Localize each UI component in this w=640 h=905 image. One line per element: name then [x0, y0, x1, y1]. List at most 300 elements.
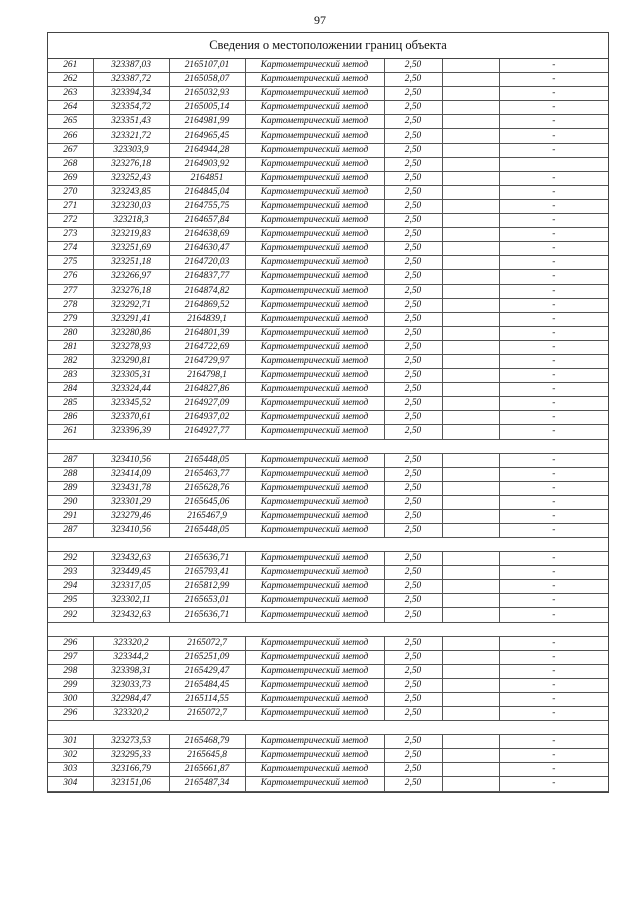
method-cell: Картометрический метод: [245, 270, 384, 284]
separator-cell: [48, 439, 608, 453]
note-cell: -: [499, 453, 608, 467]
y-coordinate-cell: 2165636,71: [169, 552, 245, 566]
x-coordinate-cell: 323320,2: [93, 707, 169, 721]
y-coordinate-cell: 2165645,8: [169, 749, 245, 763]
x-coordinate-cell: 323251,69: [93, 242, 169, 256]
y-coordinate-cell: 2165005,14: [169, 101, 245, 115]
coordinates-table: [48, 59, 608, 792]
method-cell: Картометрический метод: [245, 707, 384, 721]
method-cell: Картометрический метод: [245, 481, 384, 495]
extra-cell: [442, 270, 499, 284]
method-cell: Картометрический метод: [245, 580, 384, 594]
point-number-cell: 291: [48, 509, 93, 523]
table-row: [48, 59, 608, 73]
note-cell: -: [499, 552, 608, 566]
coordinates-table-body: [48, 59, 608, 791]
x-coordinate-cell: 323449,45: [93, 566, 169, 580]
x-coordinate-cell: 323410,56: [93, 453, 169, 467]
point-number-cell: 287: [48, 524, 93, 538]
method-cell: Картометрический метод: [245, 636, 384, 650]
y-coordinate-cell: 2164851: [169, 171, 245, 185]
point-number-cell: 278: [48, 298, 93, 312]
point-number-cell: 261: [48, 59, 93, 73]
accuracy-cell: 2,50: [384, 129, 442, 143]
y-coordinate-cell: 2164944,28: [169, 143, 245, 157]
point-number-cell: 302: [48, 749, 93, 763]
accuracy-cell: 2,50: [384, 524, 442, 538]
y-coordinate-cell: 2165072,7: [169, 636, 245, 650]
extra-cell: [442, 763, 499, 777]
method-cell: Картометрический метод: [245, 284, 384, 298]
note-cell: -: [499, 524, 608, 538]
point-number-cell: 295: [48, 594, 93, 608]
accuracy-cell: 2,50: [384, 763, 442, 777]
method-cell: Картометрический метод: [245, 678, 384, 692]
table-row: [48, 425, 608, 439]
point-number-cell: 286: [48, 411, 93, 425]
x-coordinate-cell: 323324,44: [93, 383, 169, 397]
note-cell: -: [499, 495, 608, 509]
note-cell: -: [499, 129, 608, 143]
point-number-cell: 294: [48, 580, 93, 594]
point-number-cell: 285: [48, 397, 93, 411]
note-cell: -: [499, 594, 608, 608]
accuracy-cell: 2,50: [384, 242, 442, 256]
point-number-cell: 261: [48, 425, 93, 439]
y-coordinate-cell: 2165487,34: [169, 777, 245, 791]
extra-cell: [442, 298, 499, 312]
accuracy-cell: 2,50: [384, 143, 442, 157]
accuracy-cell: 2,50: [384, 594, 442, 608]
method-cell: Картометрический метод: [245, 256, 384, 270]
method-cell: Картометрический метод: [245, 749, 384, 763]
group-separator-row: [48, 538, 608, 552]
table-row: [48, 650, 608, 664]
extra-cell: [442, 524, 499, 538]
x-coordinate-cell: 323387,72: [93, 73, 169, 87]
x-coordinate-cell: 323243,85: [93, 185, 169, 199]
method-cell: Картометрический метод: [245, 354, 384, 368]
x-coordinate-cell: 323410,56: [93, 524, 169, 538]
extra-cell: [442, 481, 499, 495]
x-coordinate-cell: 323431,78: [93, 481, 169, 495]
x-coordinate-cell: 323396,39: [93, 425, 169, 439]
accuracy-cell: 2,50: [384, 312, 442, 326]
x-coordinate-cell: 323295,33: [93, 749, 169, 763]
note-cell: -: [499, 397, 608, 411]
method-cell: Картометрический метод: [245, 369, 384, 383]
extra-cell: [442, 185, 499, 199]
table-row: [48, 397, 608, 411]
group-separator-row: [48, 439, 608, 453]
accuracy-cell: 2,50: [384, 354, 442, 368]
accuracy-cell: 2,50: [384, 115, 442, 129]
method-cell: Картометрический метод: [245, 298, 384, 312]
extra-cell: [442, 397, 499, 411]
accuracy-cell: 2,50: [384, 411, 442, 425]
accuracy-cell: 2,50: [384, 467, 442, 481]
point-number-cell: 292: [48, 608, 93, 622]
extra-cell: [442, 566, 499, 580]
note-cell: -: [499, 101, 608, 115]
point-number-cell: 266: [48, 129, 93, 143]
note-cell: -: [499, 707, 608, 721]
x-coordinate-cell: 323251,18: [93, 256, 169, 270]
method-cell: Картометрический метод: [245, 594, 384, 608]
method-cell: Картометрический метод: [245, 608, 384, 622]
accuracy-cell: 2,50: [384, 636, 442, 650]
method-cell: Картометрический метод: [245, 566, 384, 580]
extra-cell: [442, 87, 499, 101]
point-number-cell: 282: [48, 354, 93, 368]
table-row: [48, 101, 608, 115]
table-row: [48, 495, 608, 509]
table-row: [48, 298, 608, 312]
method-cell: Картометрический метод: [245, 242, 384, 256]
x-coordinate-cell: 323290,81: [93, 354, 169, 368]
accuracy-cell: 2,50: [384, 185, 442, 199]
x-coordinate-cell: 323394,34: [93, 87, 169, 101]
x-coordinate-cell: 323218,3: [93, 214, 169, 228]
point-number-cell: 304: [48, 777, 93, 791]
y-coordinate-cell: 2165058,07: [169, 73, 245, 87]
accuracy-cell: 2,50: [384, 566, 442, 580]
method-cell: Картометрический метод: [245, 383, 384, 397]
x-coordinate-cell: 323317,05: [93, 580, 169, 594]
accuracy-cell: 2,50: [384, 326, 442, 340]
x-coordinate-cell: 323302,11: [93, 594, 169, 608]
note-cell: -: [499, 143, 608, 157]
extra-cell: [442, 369, 499, 383]
point-number-cell: 273: [48, 228, 93, 242]
x-coordinate-cell: 323370,61: [93, 411, 169, 425]
note-cell: -: [499, 383, 608, 397]
point-number-cell: 270: [48, 185, 93, 199]
note-cell: -: [499, 256, 608, 270]
separator-cell: [48, 622, 608, 636]
x-coordinate-cell: 323278,93: [93, 340, 169, 354]
separator-cell: [48, 538, 608, 552]
table-row: [48, 312, 608, 326]
method-cell: Картометрический метод: [245, 763, 384, 777]
note-cell: -: [499, 411, 608, 425]
method-cell: Картометрический метод: [245, 228, 384, 242]
x-coordinate-cell: 323033,73: [93, 678, 169, 692]
accuracy-cell: 2,50: [384, 650, 442, 664]
method-cell: Картометрический метод: [245, 735, 384, 749]
extra-cell: [442, 749, 499, 763]
accuracy-cell: 2,50: [384, 453, 442, 467]
y-coordinate-cell: 2164801,39: [169, 326, 245, 340]
extra-cell: [442, 242, 499, 256]
accuracy-cell: 2,50: [384, 59, 442, 73]
extra-cell: [442, 228, 499, 242]
extra-cell: [442, 199, 499, 213]
extra-cell: [442, 580, 499, 594]
extra-cell: [442, 340, 499, 354]
note-cell: -: [499, 608, 608, 622]
y-coordinate-cell: 2165484,45: [169, 678, 245, 692]
table-row: [48, 256, 608, 270]
method-cell: Картометрический метод: [245, 326, 384, 340]
accuracy-cell: 2,50: [384, 777, 442, 791]
y-coordinate-cell: 2164927,77: [169, 425, 245, 439]
point-number-cell: 269: [48, 171, 93, 185]
accuracy-cell: 2,50: [384, 608, 442, 622]
method-cell: Картометрический метод: [245, 509, 384, 523]
y-coordinate-cell: 2164839,1: [169, 312, 245, 326]
note-cell: -: [499, 59, 608, 73]
table-row: [48, 383, 608, 397]
x-coordinate-cell: 323414,09: [93, 467, 169, 481]
extra-cell: [442, 256, 499, 270]
table-row: [48, 270, 608, 284]
extra-cell: [442, 650, 499, 664]
boundary-table-sheet: [47, 32, 609, 793]
table-row: [48, 326, 608, 340]
method-cell: Картометрический метод: [245, 73, 384, 87]
method-cell: Картометрический метод: [245, 214, 384, 228]
point-number-cell: 277: [48, 284, 93, 298]
note-cell: -: [499, 481, 608, 495]
y-coordinate-cell: 2165645,06: [169, 495, 245, 509]
y-coordinate-cell: 2164798,1: [169, 369, 245, 383]
note-cell: -: [499, 566, 608, 580]
accuracy-cell: 2,50: [384, 397, 442, 411]
extra-cell: [442, 664, 499, 678]
table-row: [48, 453, 608, 467]
note-cell: -: [499, 425, 608, 439]
x-coordinate-cell: 323276,18: [93, 284, 169, 298]
extra-cell: [442, 509, 499, 523]
note-cell: -: [499, 115, 608, 129]
point-number-cell: 298: [48, 664, 93, 678]
method-cell: Картометрический метод: [245, 157, 384, 171]
extra-cell: [442, 143, 499, 157]
page-number: 97: [314, 13, 326, 27]
y-coordinate-cell: 2165661,87: [169, 763, 245, 777]
table-row: [48, 749, 608, 763]
method-cell: Картометрический метод: [245, 692, 384, 706]
note-cell: -: [499, 228, 608, 242]
extra-cell: [442, 495, 499, 509]
note-cell: -: [499, 467, 608, 481]
extra-cell: [442, 115, 499, 129]
x-coordinate-cell: 323344,2: [93, 650, 169, 664]
x-coordinate-cell: 323151,06: [93, 777, 169, 791]
x-coordinate-cell: 323276,18: [93, 157, 169, 171]
accuracy-cell: 2,50: [384, 87, 442, 101]
extra-cell: [442, 326, 499, 340]
extra-cell: [442, 101, 499, 115]
extra-cell: [442, 692, 499, 706]
accuracy-cell: 2,50: [384, 481, 442, 495]
method-cell: Картометрический метод: [245, 524, 384, 538]
table-row: [48, 214, 608, 228]
note-cell: -: [499, 171, 608, 185]
point-number-cell: 264: [48, 101, 93, 115]
accuracy-cell: 2,50: [384, 298, 442, 312]
x-coordinate-cell: 323387,03: [93, 59, 169, 73]
note-cell: -: [499, 199, 608, 213]
accuracy-cell: 2,50: [384, 552, 442, 566]
x-coordinate-cell: 323279,46: [93, 509, 169, 523]
table-row: [48, 73, 608, 87]
x-coordinate-cell: 323252,43: [93, 171, 169, 185]
note-cell: -: [499, 354, 608, 368]
table-row: [48, 87, 608, 101]
y-coordinate-cell: 2165628,76: [169, 481, 245, 495]
accuracy-cell: 2,50: [384, 425, 442, 439]
x-coordinate-cell: 323301,29: [93, 495, 169, 509]
y-coordinate-cell: 2164869,52: [169, 298, 245, 312]
point-number-cell: 301: [48, 735, 93, 749]
y-coordinate-cell: 2165032,93: [169, 87, 245, 101]
point-number-cell: 300: [48, 692, 93, 706]
note-cell: -: [499, 692, 608, 706]
x-coordinate-cell: 323321,72: [93, 129, 169, 143]
accuracy-cell: 2,50: [384, 340, 442, 354]
y-coordinate-cell: 2164903,92: [169, 157, 245, 171]
y-coordinate-cell: 2164630,47: [169, 242, 245, 256]
table-row: [48, 171, 608, 185]
method-cell: Картометрический метод: [245, 650, 384, 664]
y-coordinate-cell: 2164874,82: [169, 284, 245, 298]
y-coordinate-cell: 2165072,7: [169, 707, 245, 721]
extra-cell: [442, 467, 499, 481]
method-cell: Картометрический метод: [245, 495, 384, 509]
y-coordinate-cell: 2164927,09: [169, 397, 245, 411]
accuracy-cell: 2,50: [384, 73, 442, 87]
point-number-cell: 272: [48, 214, 93, 228]
table-row: [48, 129, 608, 143]
table-row: [48, 242, 608, 256]
y-coordinate-cell: 2164720,03: [169, 256, 245, 270]
note-cell: -: [499, 369, 608, 383]
accuracy-cell: 2,50: [384, 707, 442, 721]
x-coordinate-cell: 323432,63: [93, 552, 169, 566]
y-coordinate-cell: 2165463,77: [169, 467, 245, 481]
method-cell: Картометрический метод: [245, 664, 384, 678]
accuracy-cell: 2,50: [384, 214, 442, 228]
accuracy-cell: 2,50: [384, 284, 442, 298]
x-coordinate-cell: 323230,03: [93, 199, 169, 213]
y-coordinate-cell: 2164965,45: [169, 129, 245, 143]
note-cell: -: [499, 678, 608, 692]
note-cell: -: [499, 777, 608, 791]
y-coordinate-cell: 2165114,55: [169, 692, 245, 706]
note-cell: -: [499, 749, 608, 763]
y-coordinate-cell: 2164638,69: [169, 228, 245, 242]
table-row: [48, 566, 608, 580]
table-row: [48, 354, 608, 368]
x-coordinate-cell: 323320,2: [93, 636, 169, 650]
point-number-cell: 279: [48, 312, 93, 326]
accuracy-cell: 2,50: [384, 495, 442, 509]
y-coordinate-cell: 2164837,77: [169, 270, 245, 284]
table-row: [48, 594, 608, 608]
method-cell: Картометрический метод: [245, 115, 384, 129]
extra-cell: [442, 777, 499, 791]
method-cell: Картометрический метод: [245, 777, 384, 791]
y-coordinate-cell: 2165448,05: [169, 453, 245, 467]
separator-cell: [48, 721, 608, 735]
extra-cell: [442, 73, 499, 87]
y-coordinate-cell: 2165636,71: [169, 608, 245, 622]
x-coordinate-cell: 323305,31: [93, 369, 169, 383]
table-row: [48, 678, 608, 692]
group-separator-row: [48, 622, 608, 636]
table-row: [48, 636, 608, 650]
point-number-cell: 275: [48, 256, 93, 270]
note-cell: -: [499, 214, 608, 228]
table-row: [48, 707, 608, 721]
y-coordinate-cell: 2164845,04: [169, 185, 245, 199]
x-coordinate-cell: 322984,47: [93, 692, 169, 706]
point-number-cell: 276: [48, 270, 93, 284]
method-cell: Картометрический метод: [245, 397, 384, 411]
group-separator-row: [48, 721, 608, 735]
extra-cell: [442, 594, 499, 608]
point-number-cell: 268: [48, 157, 93, 171]
y-coordinate-cell: 2164657,84: [169, 214, 245, 228]
extra-cell: [442, 411, 499, 425]
extra-cell: [442, 425, 499, 439]
extra-cell: [442, 354, 499, 368]
note-cell: -: [499, 242, 608, 256]
table-row: [48, 157, 608, 171]
table-row: [48, 284, 608, 298]
method-cell: Картометрический метод: [245, 143, 384, 157]
x-coordinate-cell: 323280,86: [93, 326, 169, 340]
y-coordinate-cell: 2165448,05: [169, 524, 245, 538]
table-row: [48, 580, 608, 594]
note-cell: -: [499, 580, 608, 594]
y-coordinate-cell: 2164937,02: [169, 411, 245, 425]
accuracy-cell: 2,50: [384, 383, 442, 397]
note-cell: -: [499, 284, 608, 298]
accuracy-cell: 2,50: [384, 678, 442, 692]
table-row: [48, 115, 608, 129]
accuracy-cell: 2,50: [384, 256, 442, 270]
table-row: [48, 777, 608, 791]
y-coordinate-cell: 2164729,97: [169, 354, 245, 368]
table-row: [48, 143, 608, 157]
x-coordinate-cell: 323398,31: [93, 664, 169, 678]
point-number-cell: 289: [48, 481, 93, 495]
table-row: [48, 608, 608, 622]
y-coordinate-cell: 2164755,75: [169, 199, 245, 213]
extra-cell: [442, 608, 499, 622]
point-number-cell: 293: [48, 566, 93, 580]
note-cell: [499, 157, 608, 171]
y-coordinate-cell: 2165793,41: [169, 566, 245, 580]
y-coordinate-cell: 2164981,99: [169, 115, 245, 129]
table-row: [48, 411, 608, 425]
note-cell: -: [499, 509, 608, 523]
table-row: [48, 552, 608, 566]
note-cell: -: [499, 312, 608, 326]
x-coordinate-cell: 323219,83: [93, 228, 169, 242]
extra-cell: [442, 707, 499, 721]
extra-cell: [442, 552, 499, 566]
y-coordinate-cell: 2165812,99: [169, 580, 245, 594]
point-number-cell: 271: [48, 199, 93, 213]
accuracy-cell: 2,50: [384, 270, 442, 284]
method-cell: Картометрический метод: [245, 467, 384, 481]
table-row: [48, 199, 608, 213]
extra-cell: [442, 129, 499, 143]
